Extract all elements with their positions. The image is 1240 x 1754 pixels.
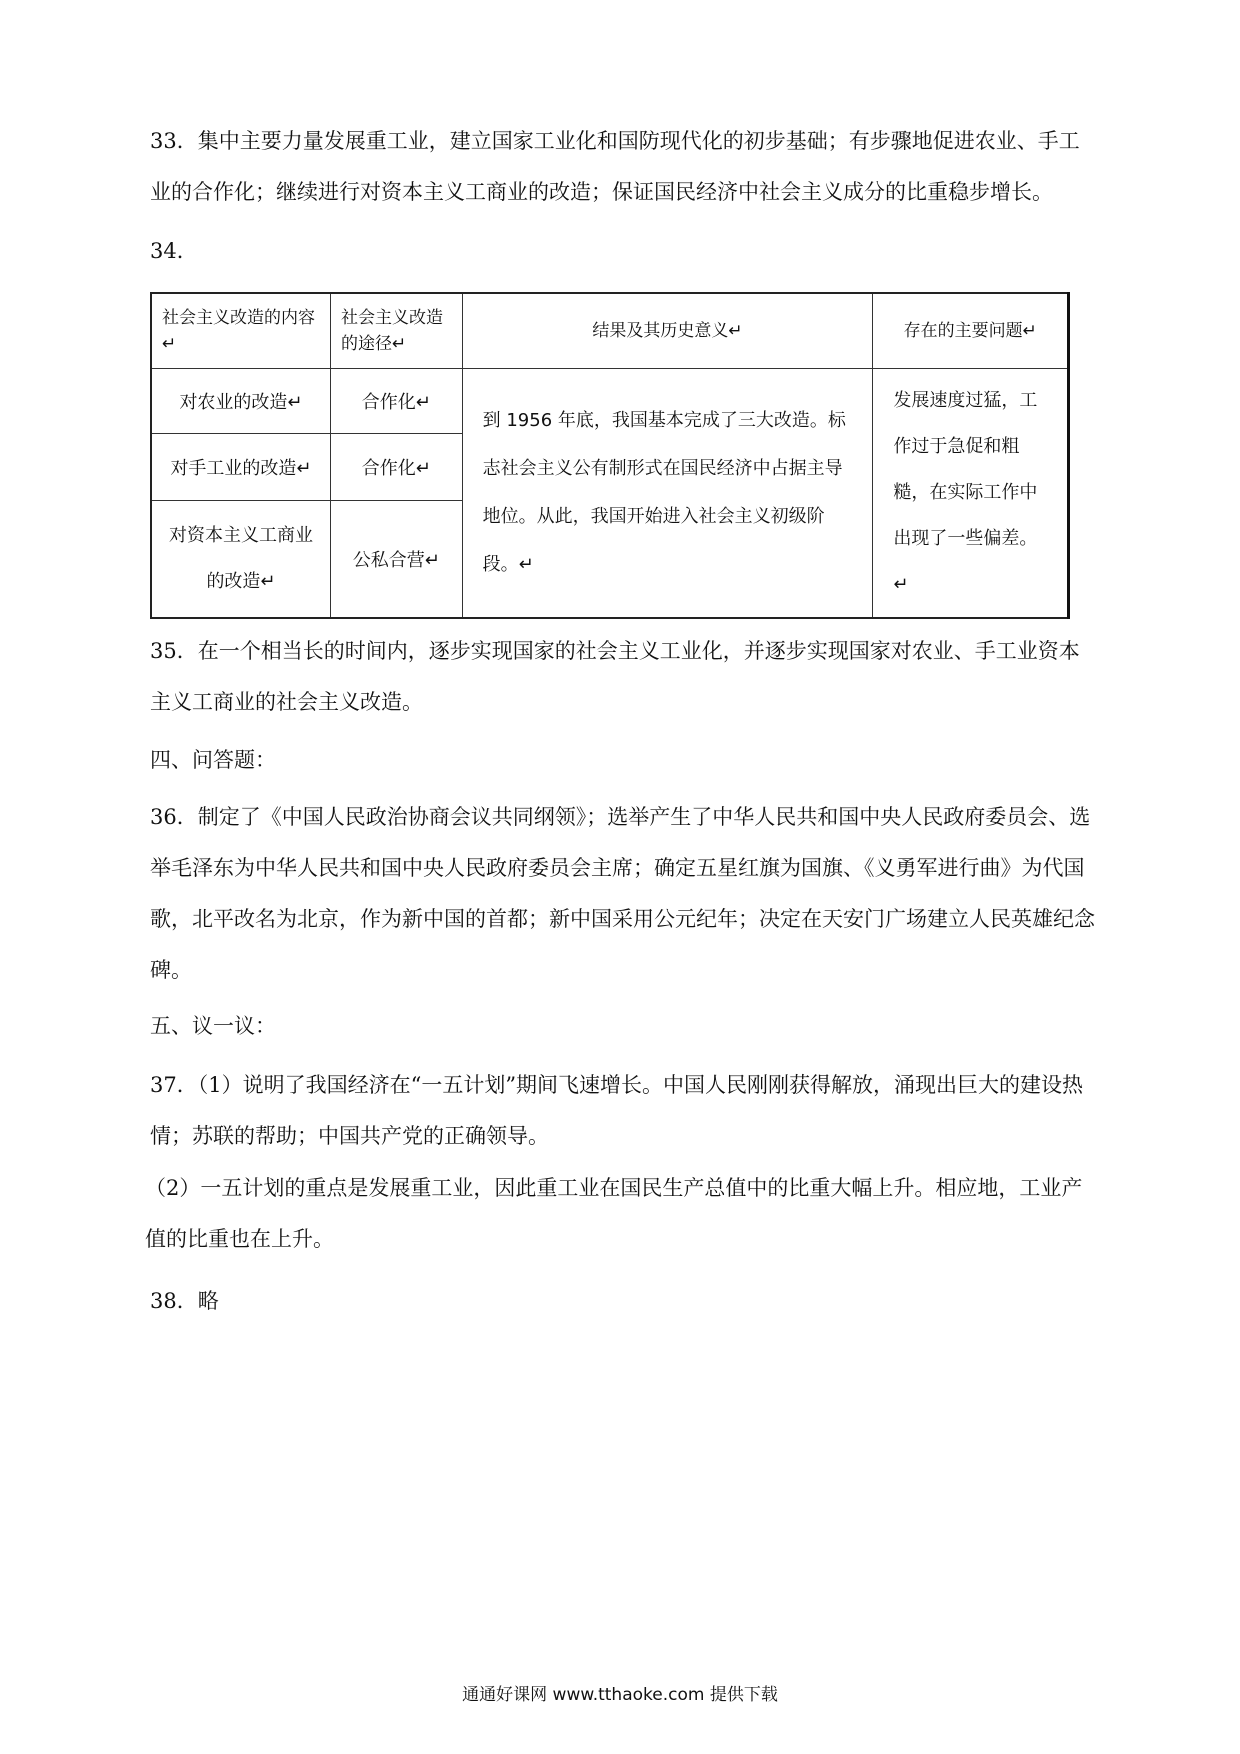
header-issue: 存在的主要问题↵ — [873, 293, 1069, 369]
row-content: 对资本主义工商业的改造↵ — [151, 501, 330, 619]
header-result: 结果及其历史意义↵ — [462, 293, 873, 369]
issue-cell: 发展速度过猛，工作过于急促和粗糙，在实际工作中出现了一些偏差。↵ — [873, 369, 1069, 619]
section-4-heading: 四、问答题： — [150, 748, 276, 772]
table-header-row — [151, 293, 1069, 369]
answer-37-part-2: （2）一五计划的重点是发展重工业，因此重工业在国民生产总值中的比重大幅上升。相应地，工业产值的比重也在上升。 — [145, 1176, 1083, 1251]
answer-36: 36．制定了《中国人民政治协商会议共同纲领》；选举产生了中华人民共和国中央人民政府委员会、选举毛泽东为中华人民共和国中央人民政府委员会主席；确定五星红旗为国旗、《义勇军进行曲》为代国歌，北平改名为北京，作为新中国的首都；新中国采用公元纪年；决定在天安门广场建立人民英雄纪念碑。 — [150, 805, 1095, 982]
row-route: 合作化↵ — [330, 369, 462, 434]
table-row — [151, 369, 1069, 434]
page-footer: 通通好课网 www.tthaoke.com 提供下载 — [462, 1685, 778, 1705]
answer-37-part-1: 37．（1）说明了我国经济在“一五计划”期间飞速增长。中国人民刚刚获得解放，涌现出巨大的建设热情；苏联的帮助；中国共产党的正确领导。 — [150, 1073, 1084, 1148]
answer-33: 33．集中主要力量发展重工业，建立国家工业化和国防现代化的初步基础；有步骤地促进农业、手工业的合作化；继续进行对资本主义工商业的改造；保证国民经济中社会主义成分的比重稳步增长。 — [150, 129, 1080, 204]
row-route: 公私合营↵ — [330, 501, 462, 619]
answer-38: 38．略 — [150, 1289, 219, 1313]
result-cell: 到 1956 年底，我国基本完成了三大改造。标志社会主义公有制形式在国民经济中占据主导地位。从此，我国开始进入社会主义初级阶段。↵ — [462, 369, 873, 619]
section-5-heading: 五、议一议： — [150, 1014, 276, 1038]
row-content: 对农业的改造↵ — [151, 369, 330, 434]
row-content: 对手工业的改造↵ — [151, 434, 330, 501]
header-route: 社会主义改造的途径↵ — [330, 293, 462, 369]
row-route: 合作化↵ — [330, 434, 462, 501]
answer-34-label: 34． — [150, 239, 198, 263]
reform-table — [150, 292, 1070, 619]
header-content: 社会主义改造的内容↵ — [151, 293, 330, 369]
answer-35: 35．在一个相当长的时间内，逐步实现国家的社会主义工业化，并逐步实现国家对农业、手工业资本主义工商业的社会主义改造。 — [150, 639, 1080, 714]
